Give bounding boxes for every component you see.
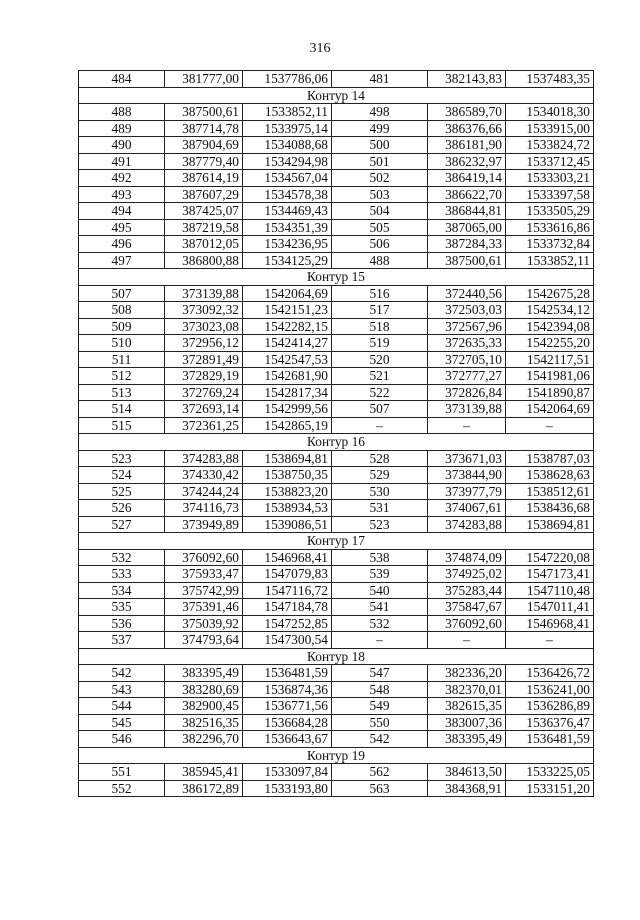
- x-coordinate-cell: 373139,88: [428, 401, 506, 418]
- point-number-cell: 509: [79, 318, 165, 335]
- table-row: [79, 401, 594, 418]
- x-coordinate-cell: 375847,67: [428, 599, 506, 616]
- y-coordinate-cell: 1542534,12: [506, 302, 594, 319]
- table-row: [79, 483, 594, 500]
- point-number-cell: 507: [79, 285, 165, 302]
- table-row: [79, 582, 594, 599]
- point-number-cell: 562: [332, 764, 428, 781]
- y-coordinate-cell: 1542817,34: [243, 384, 332, 401]
- x-coordinate-cell: 387714,78: [165, 120, 243, 137]
- y-coordinate-cell: 1541981,06: [506, 368, 594, 385]
- y-coordinate-cell: 1533852,11: [243, 104, 332, 121]
- y-coordinate-cell: 1534578,38: [243, 186, 332, 203]
- y-coordinate-cell: 1534567,04: [243, 170, 332, 187]
- x-coordinate-cell: 387614,19: [165, 170, 243, 187]
- y-coordinate-cell: 1536643,67: [243, 731, 332, 748]
- x-coordinate-cell: 382296,70: [165, 731, 243, 748]
- contour-label: Контур 17: [79, 533, 594, 550]
- table-row: [79, 186, 594, 203]
- x-coordinate-cell: 387425,07: [165, 203, 243, 220]
- point-number-cell: 510: [79, 335, 165, 352]
- point-number-cell: 501: [332, 153, 428, 170]
- point-number-cell: 532: [332, 615, 428, 632]
- x-coordinate-cell: 372567,96: [428, 318, 506, 335]
- y-coordinate-cell: 1542865,19: [243, 417, 332, 434]
- point-number-cell: 529: [332, 467, 428, 484]
- x-coordinate-cell: 375742,99: [165, 582, 243, 599]
- point-number-cell: 506: [332, 236, 428, 253]
- point-number-cell: 514: [79, 401, 165, 418]
- contour-label: Контур 14: [79, 87, 594, 104]
- y-coordinate-cell: 1533193,80: [243, 780, 332, 797]
- x-coordinate-cell: 383007,36: [428, 714, 506, 731]
- contour-header-row: [79, 87, 594, 104]
- y-coordinate-cell: 1536684,28: [243, 714, 332, 731]
- point-number-cell: 484: [79, 71, 165, 88]
- point-number-cell: 527: [79, 516, 165, 533]
- point-number-cell: 488: [332, 252, 428, 269]
- y-coordinate-cell: 1536426,72: [506, 665, 594, 682]
- x-coordinate-cell: 373949,89: [165, 516, 243, 533]
- table-row: [79, 120, 594, 137]
- table-row: [79, 170, 594, 187]
- point-number-cell: 552: [79, 780, 165, 797]
- x-coordinate-cell: 372769,24: [165, 384, 243, 401]
- x-coordinate-cell: 374793,64: [165, 632, 243, 649]
- table-row: [79, 318, 594, 335]
- point-number-cell: 481: [332, 71, 428, 88]
- y-coordinate-cell: 1534125,29: [243, 252, 332, 269]
- x-coordinate-cell: 375391,46: [165, 599, 243, 616]
- y-coordinate-cell: 1547173,41: [506, 566, 594, 583]
- y-coordinate-cell: 1542681,90: [243, 368, 332, 385]
- y-coordinate-cell: 1546968,41: [506, 615, 594, 632]
- x-coordinate-cell: 382516,35: [165, 714, 243, 731]
- x-coordinate-cell: 374283,88: [165, 450, 243, 467]
- x-coordinate-cell: 387500,61: [165, 104, 243, 121]
- x-coordinate-cell: 386232,97: [428, 153, 506, 170]
- y-coordinate-cell: 1533975,14: [243, 120, 332, 137]
- contour-header-row: [79, 533, 594, 550]
- table-row: [79, 368, 594, 385]
- x-coordinate-cell: 386172,89: [165, 780, 243, 797]
- point-number-cell: 495: [79, 219, 165, 236]
- x-coordinate-cell: 372693,14: [165, 401, 243, 418]
- table-row: [79, 549, 594, 566]
- x-coordinate-cell: 383395,49: [428, 731, 506, 748]
- y-coordinate-cell: 1536771,56: [243, 698, 332, 715]
- table-row: [79, 450, 594, 467]
- point-number-cell: –: [332, 632, 428, 649]
- point-number-cell: 496: [79, 236, 165, 253]
- table-row: [79, 137, 594, 154]
- x-coordinate-cell: 374244,24: [165, 483, 243, 500]
- x-coordinate-cell: 372440,56: [428, 285, 506, 302]
- point-number-cell: 539: [332, 566, 428, 583]
- point-number-cell: 532: [79, 549, 165, 566]
- x-coordinate-cell: 387500,61: [428, 252, 506, 269]
- y-coordinate-cell: 1538628,63: [506, 467, 594, 484]
- point-number-cell: 535: [79, 599, 165, 616]
- point-number-cell: 521: [332, 368, 428, 385]
- table-row: [79, 665, 594, 682]
- y-coordinate-cell: 1533505,29: [506, 203, 594, 220]
- point-number-cell: 549: [332, 698, 428, 715]
- table-row: [79, 698, 594, 715]
- table-row: [79, 351, 594, 368]
- x-coordinate-cell: 373671,03: [428, 450, 506, 467]
- x-coordinate-cell: 372635,33: [428, 335, 506, 352]
- page-number: 316: [309, 41, 331, 56]
- x-coordinate-cell: 373977,79: [428, 483, 506, 500]
- x-coordinate-cell: 386419,14: [428, 170, 506, 187]
- table-row: [79, 632, 594, 649]
- point-number-cell: 499: [332, 120, 428, 137]
- y-coordinate-cell: 1533852,11: [506, 252, 594, 269]
- y-coordinate-cell: 1534018,30: [506, 104, 594, 121]
- y-coordinate-cell: 1533397,58: [506, 186, 594, 203]
- point-number-cell: 523: [332, 516, 428, 533]
- y-coordinate-cell: 1547220,08: [506, 549, 594, 566]
- y-coordinate-cell: 1539086,51: [243, 516, 332, 533]
- point-number-cell: 517: [332, 302, 428, 319]
- x-coordinate-cell: 374067,61: [428, 500, 506, 517]
- y-coordinate-cell: 1538750,35: [243, 467, 332, 484]
- x-coordinate-cell: 384368,91: [428, 780, 506, 797]
- table-row: [79, 104, 594, 121]
- point-number-cell: 503: [332, 186, 428, 203]
- x-coordinate-cell: 386622,70: [428, 186, 506, 203]
- x-coordinate-cell: 374116,73: [165, 500, 243, 517]
- point-number-cell: 507: [332, 401, 428, 418]
- table-row: [79, 302, 594, 319]
- x-coordinate-cell: 382615,35: [428, 698, 506, 715]
- point-number-cell: 523: [79, 450, 165, 467]
- table-row: [79, 516, 594, 533]
- y-coordinate-cell: 1537786,06: [243, 71, 332, 88]
- y-coordinate-cell: 1542282,15: [243, 318, 332, 335]
- y-coordinate-cell: 1533097,84: [243, 764, 332, 781]
- x-coordinate-cell: 387012,05: [165, 236, 243, 253]
- point-number-cell: 531: [332, 500, 428, 517]
- y-coordinate-cell: 1542255,20: [506, 335, 594, 352]
- table-row: [79, 285, 594, 302]
- x-coordinate-cell: –: [428, 632, 506, 649]
- y-coordinate-cell: 1538512,61: [506, 483, 594, 500]
- x-coordinate-cell: 383280,69: [165, 681, 243, 698]
- y-coordinate-cell: 1533712,45: [506, 153, 594, 170]
- point-number-cell: 537: [79, 632, 165, 649]
- y-coordinate-cell: –: [506, 632, 594, 649]
- y-coordinate-cell: 1534469,43: [243, 203, 332, 220]
- y-coordinate-cell: 1542394,08: [506, 318, 594, 335]
- y-coordinate-cell: 1534088,68: [243, 137, 332, 154]
- point-number-cell: 536: [79, 615, 165, 632]
- x-coordinate-cell: 374330,42: [165, 467, 243, 484]
- point-number-cell: 542: [332, 731, 428, 748]
- contour-label: Контур 19: [79, 747, 594, 764]
- point-number-cell: 534: [79, 582, 165, 599]
- table-row: [79, 384, 594, 401]
- x-coordinate-cell: 387607,29: [165, 186, 243, 203]
- y-coordinate-cell: 1538694,81: [243, 450, 332, 467]
- point-number-cell: 515: [79, 417, 165, 434]
- x-coordinate-cell: 372956,12: [165, 335, 243, 352]
- point-number-cell: 522: [332, 384, 428, 401]
- coordinates-table: [78, 70, 594, 797]
- y-coordinate-cell: 1542151,23: [243, 302, 332, 319]
- table-row: [79, 219, 594, 236]
- table-row: [79, 780, 594, 797]
- contour-header-row: [79, 648, 594, 665]
- x-coordinate-cell: 376092,60: [165, 549, 243, 566]
- y-coordinate-cell: 1537483,35: [506, 71, 594, 88]
- x-coordinate-cell: 383395,49: [165, 665, 243, 682]
- point-number-cell: 526: [79, 500, 165, 517]
- point-number-cell: 516: [332, 285, 428, 302]
- x-coordinate-cell: 372361,25: [165, 417, 243, 434]
- x-coordinate-cell: 372891,49: [165, 351, 243, 368]
- y-coordinate-cell: 1542064,69: [243, 285, 332, 302]
- y-coordinate-cell: 1533732,84: [506, 236, 594, 253]
- point-number-cell: 500: [332, 137, 428, 154]
- y-coordinate-cell: 1546968,41: [243, 549, 332, 566]
- point-number-cell: 528: [332, 450, 428, 467]
- contour-header-row: [79, 747, 594, 764]
- y-coordinate-cell: 1542064,69: [506, 401, 594, 418]
- point-number-cell: 524: [79, 467, 165, 484]
- point-number-cell: 540: [332, 582, 428, 599]
- y-coordinate-cell: 1536874,36: [243, 681, 332, 698]
- point-number-cell: 533: [79, 566, 165, 583]
- table-row: [79, 252, 594, 269]
- y-coordinate-cell: 1534236,95: [243, 236, 332, 253]
- x-coordinate-cell: 382370,01: [428, 681, 506, 698]
- x-coordinate-cell: 372829,19: [165, 368, 243, 385]
- x-coordinate-cell: 384613,50: [428, 764, 506, 781]
- table-row: [79, 764, 594, 781]
- x-coordinate-cell: 386844,81: [428, 203, 506, 220]
- x-coordinate-cell: 381777,00: [165, 71, 243, 88]
- x-coordinate-cell: 374925,02: [428, 566, 506, 583]
- table-row: [79, 599, 594, 616]
- point-number-cell: 494: [79, 203, 165, 220]
- x-coordinate-cell: 387284,33: [428, 236, 506, 253]
- y-coordinate-cell: 1538787,03: [506, 450, 594, 467]
- y-coordinate-cell: 1547116,72: [243, 582, 332, 599]
- coordinates-table-body: [79, 71, 594, 797]
- y-coordinate-cell: 1547252,85: [243, 615, 332, 632]
- y-coordinate-cell: 1542675,28: [506, 285, 594, 302]
- point-number-cell: 490: [79, 137, 165, 154]
- table-row: [79, 566, 594, 583]
- contour-label: Контур 15: [79, 269, 594, 286]
- table-row: [79, 681, 594, 698]
- point-number-cell: 546: [79, 731, 165, 748]
- y-coordinate-cell: 1533824,72: [506, 137, 594, 154]
- contour-label: Контур 18: [79, 648, 594, 665]
- x-coordinate-cell: 387219,58: [165, 219, 243, 236]
- table-row: [79, 731, 594, 748]
- y-coordinate-cell: 1538823,20: [243, 483, 332, 500]
- point-number-cell: 519: [332, 335, 428, 352]
- y-coordinate-cell: 1538694,81: [506, 516, 594, 533]
- point-number-cell: 502: [332, 170, 428, 187]
- x-coordinate-cell: 372503,03: [428, 302, 506, 319]
- x-coordinate-cell: 386800,88: [165, 252, 243, 269]
- x-coordinate-cell: 382336,20: [428, 665, 506, 682]
- point-number-cell: –: [332, 417, 428, 434]
- y-coordinate-cell: 1547184,78: [243, 599, 332, 616]
- x-coordinate-cell: 373844,90: [428, 467, 506, 484]
- y-coordinate-cell: 1534294,98: [243, 153, 332, 170]
- point-number-cell: 518: [332, 318, 428, 335]
- x-coordinate-cell: 387904,69: [165, 137, 243, 154]
- point-number-cell: 563: [332, 780, 428, 797]
- table-row: [79, 714, 594, 731]
- x-coordinate-cell: –: [428, 417, 506, 434]
- point-number-cell: 543: [79, 681, 165, 698]
- x-coordinate-cell: 386181,90: [428, 137, 506, 154]
- point-number-cell: 512: [79, 368, 165, 385]
- y-coordinate-cell: 1547110,48: [506, 582, 594, 599]
- point-number-cell: 545: [79, 714, 165, 731]
- x-coordinate-cell: 373092,32: [165, 302, 243, 319]
- point-number-cell: 511: [79, 351, 165, 368]
- point-number-cell: 493: [79, 186, 165, 203]
- y-coordinate-cell: 1536376,47: [506, 714, 594, 731]
- point-number-cell: 492: [79, 170, 165, 187]
- x-coordinate-cell: 372705,10: [428, 351, 506, 368]
- point-number-cell: 520: [332, 351, 428, 368]
- point-number-cell: 498: [332, 104, 428, 121]
- point-number-cell: 513: [79, 384, 165, 401]
- contour-header-row: [79, 434, 594, 451]
- x-coordinate-cell: 382900,45: [165, 698, 243, 715]
- point-number-cell: 504: [332, 203, 428, 220]
- y-coordinate-cell: 1533225,05: [506, 764, 594, 781]
- point-number-cell: 508: [79, 302, 165, 319]
- y-coordinate-cell: 1538934,53: [243, 500, 332, 517]
- y-coordinate-cell: 1534351,39: [243, 219, 332, 236]
- table-row: [79, 335, 594, 352]
- x-coordinate-cell: 374283,88: [428, 516, 506, 533]
- point-number-cell: 551: [79, 764, 165, 781]
- y-coordinate-cell: 1547300,54: [243, 632, 332, 649]
- y-coordinate-cell: 1536286,89: [506, 698, 594, 715]
- x-coordinate-cell: 375039,92: [165, 615, 243, 632]
- y-coordinate-cell: 1536481,59: [243, 665, 332, 682]
- table-row: [79, 236, 594, 253]
- table-row: [79, 615, 594, 632]
- point-number-cell: 544: [79, 698, 165, 715]
- x-coordinate-cell: 373023,08: [165, 318, 243, 335]
- point-number-cell: 550: [332, 714, 428, 731]
- y-coordinate-cell: 1533151,20: [506, 780, 594, 797]
- point-number-cell: 542: [79, 665, 165, 682]
- table-row: [79, 71, 594, 88]
- point-number-cell: 491: [79, 153, 165, 170]
- y-coordinate-cell: 1536241,00: [506, 681, 594, 698]
- table-row: [79, 467, 594, 484]
- y-coordinate-cell: 1533616,86: [506, 219, 594, 236]
- table-row: [79, 203, 594, 220]
- x-coordinate-cell: 374874,09: [428, 549, 506, 566]
- x-coordinate-cell: 373139,88: [165, 285, 243, 302]
- table-row: [79, 153, 594, 170]
- x-coordinate-cell: 382143,83: [428, 71, 506, 88]
- table-row: [79, 417, 594, 434]
- y-coordinate-cell: –: [506, 417, 594, 434]
- y-coordinate-cell: 1533303,21: [506, 170, 594, 187]
- x-coordinate-cell: 372826,84: [428, 384, 506, 401]
- point-number-cell: 548: [332, 681, 428, 698]
- point-number-cell: 505: [332, 219, 428, 236]
- y-coordinate-cell: 1533915,00: [506, 120, 594, 137]
- x-coordinate-cell: 375283,44: [428, 582, 506, 599]
- point-number-cell: 497: [79, 252, 165, 269]
- x-coordinate-cell: 387065,00: [428, 219, 506, 236]
- contour-header-row: [79, 269, 594, 286]
- y-coordinate-cell: 1542414,27: [243, 335, 332, 352]
- x-coordinate-cell: 386589,70: [428, 104, 506, 121]
- y-coordinate-cell: 1536481,59: [506, 731, 594, 748]
- point-number-cell: 488: [79, 104, 165, 121]
- point-number-cell: 541: [332, 599, 428, 616]
- point-number-cell: 525: [79, 483, 165, 500]
- y-coordinate-cell: 1542999,56: [243, 401, 332, 418]
- point-number-cell: 538: [332, 549, 428, 566]
- y-coordinate-cell: 1541890,87: [506, 384, 594, 401]
- contour-label: Контур 16: [79, 434, 594, 451]
- table-row: [79, 500, 594, 517]
- x-coordinate-cell: 376092,60: [428, 615, 506, 632]
- point-number-cell: 530: [332, 483, 428, 500]
- y-coordinate-cell: 1538436,68: [506, 500, 594, 517]
- point-number-cell: 489: [79, 120, 165, 137]
- y-coordinate-cell: 1547011,41: [506, 599, 594, 616]
- point-number-cell: 547: [332, 665, 428, 682]
- x-coordinate-cell: 386376,66: [428, 120, 506, 137]
- x-coordinate-cell: 372777,27: [428, 368, 506, 385]
- x-coordinate-cell: 385945,41: [165, 764, 243, 781]
- x-coordinate-cell: 387779,40: [165, 153, 243, 170]
- x-coordinate-cell: 375933,47: [165, 566, 243, 583]
- y-coordinate-cell: 1542547,53: [243, 351, 332, 368]
- y-coordinate-cell: 1547079,83: [243, 566, 332, 583]
- y-coordinate-cell: 1542117,51: [506, 351, 594, 368]
